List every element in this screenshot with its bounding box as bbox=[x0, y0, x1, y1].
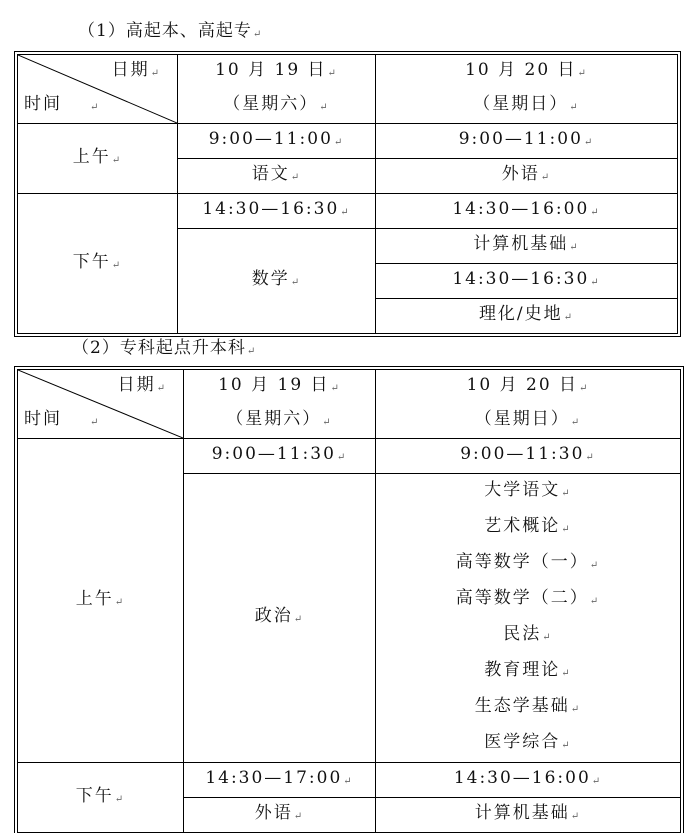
subject-cell: 语文↵ bbox=[178, 159, 376, 194]
subject-cell: 外语↵ bbox=[376, 159, 678, 194]
time-cell: 9:00—11:30↵ bbox=[376, 439, 681, 474]
subject-cell: 计算机基础↵ bbox=[376, 229, 678, 264]
section1-caption: （1）高起本、高起专↵ bbox=[78, 21, 263, 41]
time-cell: 9:00—11:30↵ bbox=[184, 439, 376, 474]
afternoon-label: 下午↵ bbox=[18, 763, 184, 833]
time-cell: 14:30—17:00↵ bbox=[184, 763, 376, 798]
afternoon-label: 下午↵ bbox=[18, 194, 178, 334]
corner-time-label: 时间 ↵ bbox=[24, 94, 101, 114]
list-item: 医学综合↵ bbox=[484, 732, 572, 752]
table-row bbox=[18, 763, 681, 798]
table-row bbox=[18, 194, 678, 229]
subject-cell: 数学↵ bbox=[178, 229, 376, 334]
list-item: 高等数学（一）↵ bbox=[455, 552, 601, 572]
schedule-table-2 bbox=[17, 369, 681, 833]
list-item: 高等数学（二）↵ bbox=[455, 588, 601, 608]
time-cell: 9:00—11:00↵ bbox=[178, 124, 376, 159]
time-cell: 14:30—16:00↵ bbox=[376, 194, 678, 229]
corner-time-label: 时间 ↵ bbox=[24, 409, 101, 429]
section2-caption: （2）专科起点升本科↵ bbox=[72, 338, 257, 358]
time-cell: 9:00—11:00↵ bbox=[376, 124, 678, 159]
corner-header-cell bbox=[18, 55, 178, 124]
subject-cell: 理化/史地↵ bbox=[376, 299, 678, 334]
time-cell: 14:30—16:30↵ bbox=[178, 194, 376, 229]
subject-cell: 计算机基础↵ bbox=[376, 798, 681, 833]
morning-label: 上午↵ bbox=[18, 439, 184, 763]
time-cell: 14:30—16:00↵ bbox=[376, 763, 681, 798]
date-header-sun: 10 月 20 日↵ （星期日）↵ bbox=[376, 370, 681, 439]
subject-cell: 政治↵ bbox=[184, 474, 376, 763]
morning-label: 上午↵ bbox=[18, 124, 178, 194]
table-header-row bbox=[18, 55, 678, 124]
date-header-sat: 10 月 19 日↵ （星期六）↵ bbox=[184, 370, 376, 439]
corner-header-cell bbox=[18, 370, 184, 439]
schedule-table-1 bbox=[17, 54, 678, 334]
corner-date-label: 日期↵ bbox=[111, 60, 161, 80]
subject-cell: 外语↵ bbox=[184, 798, 376, 833]
list-item: 民法↵ bbox=[503, 624, 553, 644]
corner-date-label: 日期↵ bbox=[117, 375, 167, 395]
table-row bbox=[18, 124, 678, 159]
date-header-sat: 10 月 19 日↵ （星期六）↵ bbox=[178, 55, 376, 124]
date-header-sun: 10 月 20 日↵ （星期日）↵ bbox=[376, 55, 678, 124]
list-item: 生态学基础↵ bbox=[474, 696, 582, 716]
list-item: 教育理论↵ bbox=[484, 660, 572, 680]
time-cell: 14:30—16:30↵ bbox=[376, 264, 678, 299]
subject-list-cell bbox=[376, 474, 681, 763]
list-item: 艺术概论↵ bbox=[484, 516, 572, 536]
table-header-row bbox=[18, 370, 681, 439]
list-item: 大学语文↵ bbox=[484, 480, 572, 500]
table-row bbox=[18, 439, 681, 474]
